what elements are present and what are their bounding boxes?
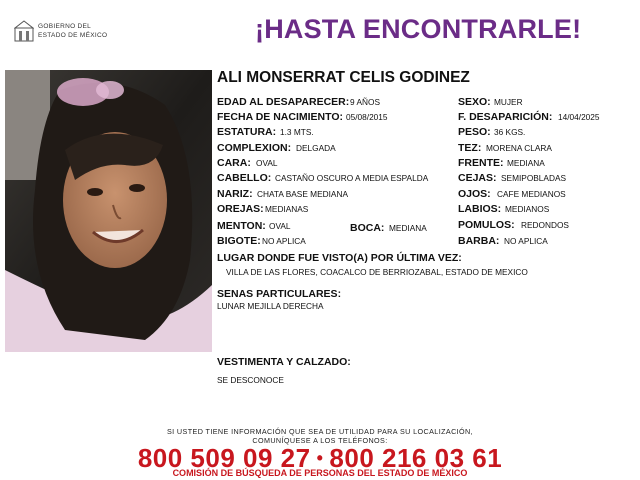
boca-value: MEDIANA <box>389 223 427 233</box>
f-desaparicion-label: F. DESAPARICIÓN: <box>458 111 553 123</box>
missing-person-photo <box>5 70 212 352</box>
logo-text-line1: GOBIERNO DEL <box>38 23 92 30</box>
government-logo <box>14 20 114 48</box>
ojos-value: CAFE MEDIANOS <box>497 189 566 199</box>
boca-label: BOCA: <box>350 222 385 234</box>
edad-label: EDAD AL DESAPARECER: <box>217 96 350 108</box>
contact-notice-line2: COMUNÍQUESE A LOS TELÉFONOS: <box>252 436 388 445</box>
fecha-nacimiento-value: 05/08/2015 <box>346 112 388 122</box>
orejas-value: MEDIANAS <box>265 204 309 214</box>
peso-value: 36 KGS. <box>494 127 526 137</box>
senas-label: SENAS PARTICULARES: <box>217 288 342 300</box>
nariz-label: NARIZ: <box>217 188 253 200</box>
cara-value: OVAL <box>256 158 278 168</box>
senas-value: LUNAR MEJILLA DERECHA <box>217 301 324 311</box>
peso-label: PESO: <box>458 126 491 138</box>
phone-number-2: 800 216 03 61 <box>329 443 503 473</box>
phone-number-1: 800 509 09 27 <box>137 443 311 473</box>
labios-value: MEDIANOS <box>505 204 550 214</box>
phone-separator: • <box>316 448 324 468</box>
pomulos-label: POMULOS: <box>458 219 515 231</box>
orejas-label: OREJAS: <box>217 203 264 215</box>
sexo-value: MUJER <box>494 97 523 107</box>
person-name: ALI MONSERRAT CELIS GODINEZ <box>217 69 470 86</box>
state-seal-icon <box>14 20 34 42</box>
cabello-label: CABELLO: <box>217 172 272 184</box>
bigote-value: NO APLICA <box>262 236 306 246</box>
barba-label: BARBA: <box>458 235 500 247</box>
complexion-value: DELGADA <box>296 143 336 153</box>
estatura-value: 1.3 MTS. <box>280 127 314 137</box>
labios-label: LABIOS: <box>458 203 502 215</box>
lugar-value: VILLA DE LAS FLORES, COACALCO DE BERRIOZABAL, ESTADO DE MEXICO <box>226 267 528 277</box>
frente-label: FRENTE: <box>458 157 504 169</box>
cejas-label: CEJAS: <box>458 172 497 184</box>
vestimenta-value: SE DESCONOCE <box>217 375 284 385</box>
cara-label: CARA: <box>217 157 251 169</box>
estatura-label: ESTATURA: <box>217 126 277 138</box>
vestimenta-label: VESTIMENTA Y CALZADO: <box>217 356 351 368</box>
edad-value: 9 AÑOS <box>350 97 380 107</box>
lugar-label: LUGAR DONDE FUE VISTO(A) POR ÚLTIMA VEZ: <box>217 252 462 264</box>
f-desaparicion-value: 14/04/2025 <box>558 112 600 122</box>
logo-text-line2: ESTADO DE MÉXICO <box>38 32 108 39</box>
bigote-label: BIGOTE: <box>217 235 261 247</box>
complexion-label: COMPLEXION: <box>217 142 292 154</box>
ojos-label: OJOS: <box>458 188 491 200</box>
menton-value: OVAL <box>269 221 291 231</box>
pomulos-value: REDONDOS <box>521 220 569 230</box>
tez-value: MORENA CLARA <box>486 143 552 153</box>
commission-name: COMISIÓN DE BÚSQUEDA DE PERSONAS DEL ESTADO DE MÉXICO <box>172 468 468 478</box>
frente-value: MEDIANA <box>507 158 545 168</box>
contact-notice-line1: SI USTED TIENE INFORMACIÓN QUE SEA DE UTILIDAD PARA SU LOCALIZACIÓN, <box>166 427 474 436</box>
barba-value: NO APLICA <box>504 236 548 246</box>
tez-label: TEZ: <box>458 142 482 154</box>
sexo-label: SEXO: <box>458 96 491 108</box>
cejas-value: SEMIPOBLADAS <box>501 173 567 183</box>
nariz-value: CHATA BASE MEDIANA <box>257 189 348 199</box>
headline: ¡HASTA ENCONTRARLE! <box>255 14 582 44</box>
menton-label: MENTON: <box>217 220 266 232</box>
cabello-value: CASTAÑO OSCURO A MEDIA ESPALDA <box>275 173 429 183</box>
fecha-nacimiento-label: FECHA DE NACIMIENTO: <box>217 111 343 123</box>
